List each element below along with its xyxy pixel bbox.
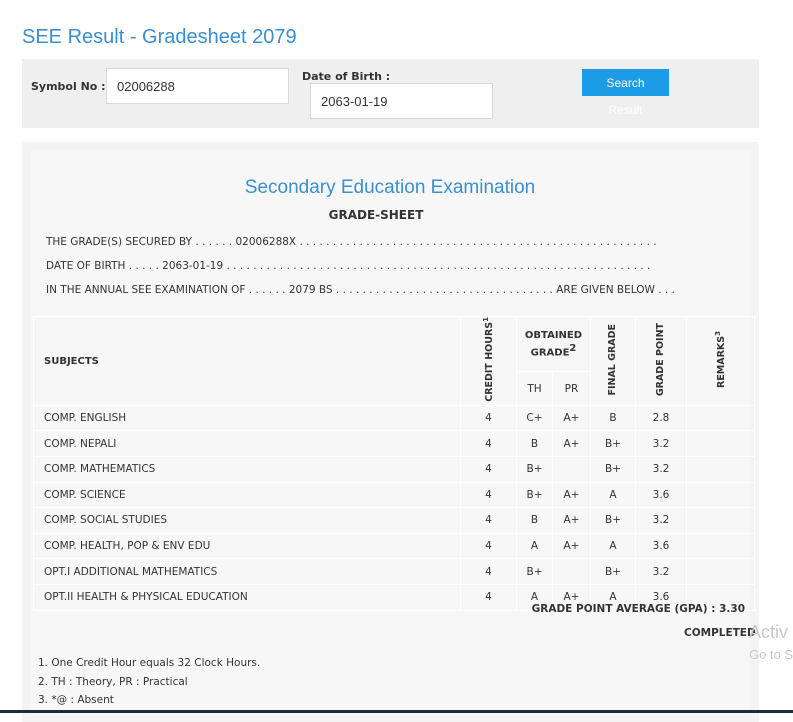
th-grade-cell: B+	[517, 456, 553, 482]
symbol-label: Symbol No :	[31, 80, 106, 93]
subject-cell: COMP. ENGLISH	[34, 405, 461, 431]
credit-hours-header: CREDIT HOURS$^1$	[461, 317, 517, 406]
pr-grade-cell: A+	[553, 405, 591, 431]
remarks-header: REMARKS$^3$	[687, 317, 755, 406]
subject-cell: COMP. HEALTH, POP & ENV EDU	[34, 533, 461, 559]
footnote-2: 2. TH : Theory, PR : Practical	[38, 675, 188, 688]
grade-point-cell: 3.2	[636, 431, 687, 457]
grade-point-cell: 3.6	[636, 533, 687, 559]
credit-cell: 4	[461, 559, 517, 585]
subject-cell: OPT.I ADDITIONAL MATHEMATICS	[34, 559, 461, 585]
final-grade-header: FINAL GRADE	[591, 317, 636, 406]
th-grade-cell: B+	[517, 559, 553, 585]
page-title: SEE Result - Gradesheet 2079	[22, 26, 297, 48]
subjects-header: SUBJECTS	[34, 317, 461, 406]
subject-cell: COMP. SOCIAL STUDIES	[34, 508, 461, 534]
remarks-cell	[687, 456, 755, 482]
pr-grade-cell: A+	[553, 482, 591, 508]
credit-cell: 4	[461, 431, 517, 457]
dob-label: Date of Birth :	[302, 70, 391, 83]
pr-grade-cell	[553, 456, 591, 482]
exam-title: Secondary Education Examination	[244, 177, 536, 198]
pr-grade-cell: A+	[553, 431, 591, 457]
grade-point-cell: 3.6	[636, 584, 687, 610]
final-grade-cell: A	[591, 584, 636, 610]
th-grade-cell: A	[517, 584, 553, 610]
th-grade-cell: C+	[517, 405, 553, 431]
table-header-row	[34, 317, 755, 372]
table-row	[34, 533, 755, 559]
credit-cell: 4	[461, 584, 517, 610]
dob-line: DATE OF BIRTH . . . . . 2063-01-19 . . . . . . . . . . . . . . . . . . . . . . . . . . . . . . . . . . . . . . . . . . . . . . . . . . . . . . . . . . . . . . . .	[46, 260, 651, 272]
remarks-cell	[687, 533, 755, 559]
watermark-activate: Activ	[749, 622, 789, 642]
remarks-cell	[687, 508, 755, 534]
symbol-input[interactable]	[106, 68, 289, 104]
grade-point-cell: 3.2	[636, 508, 687, 534]
footnote-3: 3. *@ : Absent	[38, 694, 114, 706]
subject-cell: COMP. SCIENCE	[34, 482, 461, 508]
th-grade-cell: B	[517, 431, 553, 457]
table-row	[34, 482, 755, 508]
obtained-grade-header: OBTAINED GRADE$^2$	[517, 317, 591, 372]
final-grade-cell: B+	[591, 508, 636, 534]
credit-cell: 4	[461, 533, 517, 559]
gpa-text: GRADE POINT AVERAGE (GPA) : 3.30	[531, 603, 745, 615]
credit-cell: 4	[461, 508, 517, 534]
final-grade-cell: A	[591, 482, 636, 508]
grade-point-cell: 3.6	[636, 482, 687, 508]
search-result-button[interactable]: Search Result	[582, 69, 669, 96]
credit-cell: 4	[461, 456, 517, 482]
footnote-1: 1. One Credit Hour equals 32 Clock Hours.	[38, 657, 261, 669]
grade-point-cell: 2.8	[636, 405, 687, 431]
remarks-cell	[687, 405, 755, 431]
grade-point-header: GRADE POINT	[636, 317, 687, 406]
table-row	[34, 508, 755, 534]
final-grade-cell: B+	[591, 431, 636, 457]
subject-cell: COMP. NEPALI	[34, 431, 461, 457]
table-row	[34, 405, 755, 431]
table-row	[34, 431, 755, 457]
watermark-goto: Go to S	[749, 647, 793, 662]
pr-header: PR	[553, 372, 591, 405]
subject-cell: COMP. MATHEMATICS	[34, 456, 461, 482]
final-grade-cell: B	[591, 405, 636, 431]
remarks-cell	[687, 482, 755, 508]
remarks-cell	[687, 559, 755, 585]
th-header: TH	[517, 372, 553, 405]
credit-cell: 4	[461, 482, 517, 508]
credit-cell: 4	[461, 405, 517, 431]
grade-point-cell: 3.2	[636, 456, 687, 482]
grades-table	[33, 316, 755, 611]
gradesheet-title: GRADE-SHEET	[328, 208, 424, 222]
pr-grade-cell: A+	[553, 508, 591, 534]
table-row	[34, 559, 755, 585]
th-grade-cell: A	[517, 533, 553, 559]
dob-input[interactable]	[310, 83, 493, 119]
th-grade-cell: B+	[517, 482, 553, 508]
th-grade-cell: B	[517, 508, 553, 534]
final-grade-cell: B+	[591, 559, 636, 585]
remarks-cell	[687, 431, 755, 457]
final-grade-cell: A	[591, 533, 636, 559]
footnotes	[38, 654, 260, 710]
secured-by-line: THE GRADE(S) SECURED BY . . . . . . 02006288X . . . . . . . . . . . . . . . . . . . . . . . . . . . . . . . . . . . . . . . . . . . . . . . . . . . . . .	[46, 236, 657, 248]
table-row	[34, 456, 755, 482]
subject-cell: OPT.II HEALTH & PHYSICAL EDUCATION	[34, 584, 461, 610]
final-grade-cell: B+	[591, 456, 636, 482]
exam-line: IN THE ANNUAL SEE EXAMINATION OF . . . . . . 2079 BS . . . . . . . . . . . . . . . . . . . . . . . . . . . . . . . . . ARE GIVEN BELOW . . .	[46, 284, 675, 296]
pr-grade-cell: A+	[553, 533, 591, 559]
completed-text: COMPLETED	[684, 627, 756, 639]
grade-point-cell: 3.2	[636, 559, 687, 585]
pr-grade-cell: A+	[553, 584, 591, 610]
pr-grade-cell	[553, 559, 591, 585]
